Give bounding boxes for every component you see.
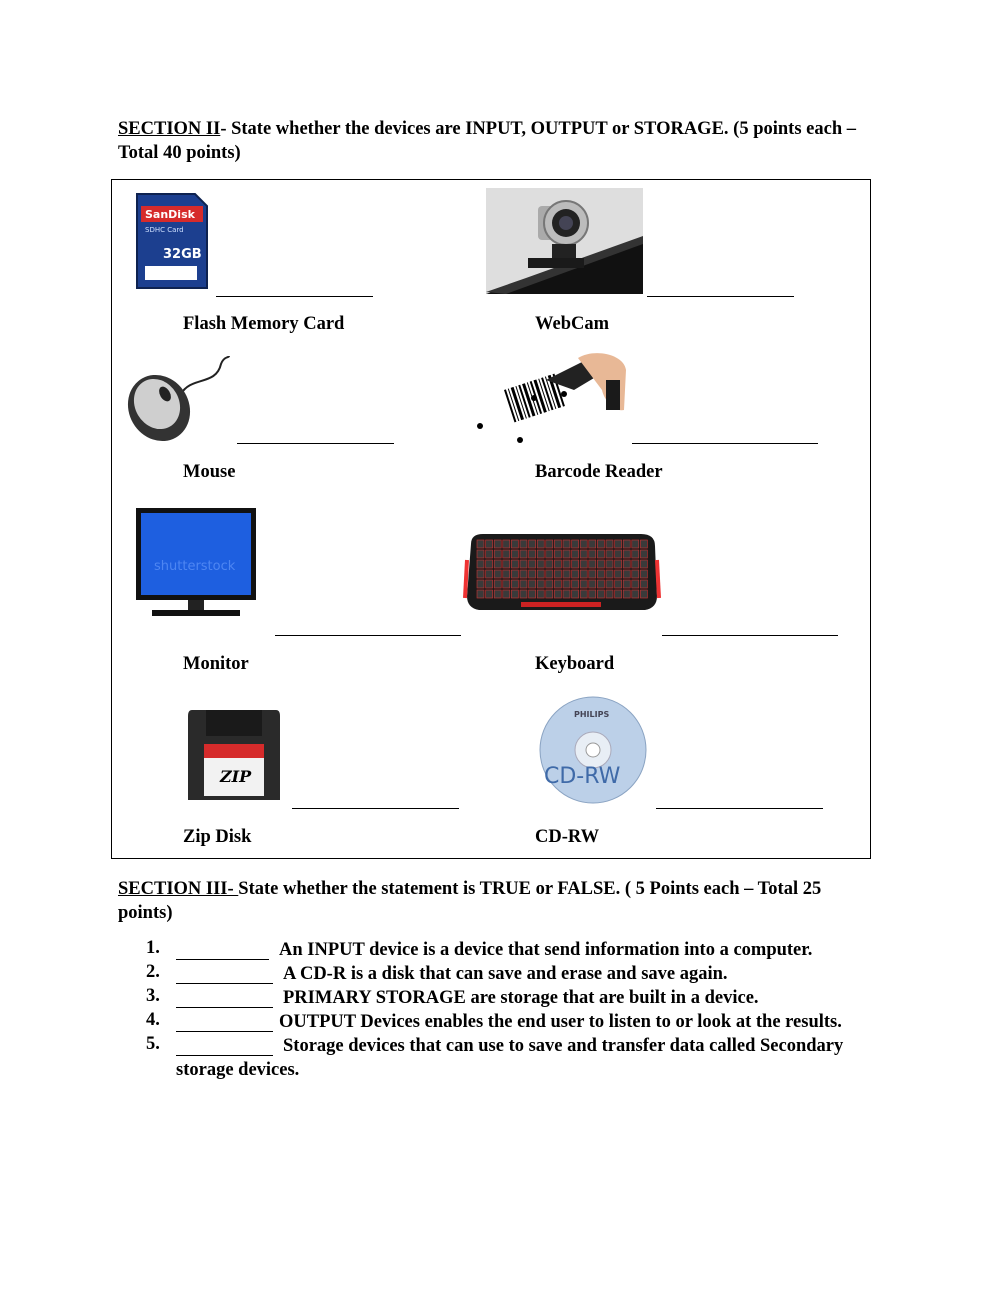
statement-number: 2. xyxy=(146,962,160,982)
answer-blank-zip-disk[interactable] xyxy=(292,808,459,809)
section-3-heading xyxy=(118,877,878,925)
mouse-icon xyxy=(121,356,239,444)
statement-text: An INPUT device is a device that send information into a computer. xyxy=(279,940,813,960)
sd-card-icon xyxy=(133,192,211,290)
zip-logo-text: ZIP xyxy=(220,767,252,786)
device-label-monitor: Monitor xyxy=(183,654,249,674)
statement-number: 1. xyxy=(146,938,160,958)
monitor-watermark-text: shutterstock xyxy=(154,559,236,574)
statement-text: Storage devices that can use to save and transfer data called Secondary storage devices. xyxy=(176,1036,844,1080)
section-2-title: SECTION II xyxy=(118,119,221,139)
answer-blank-monitor[interactable] xyxy=(275,635,461,636)
statements-list xyxy=(146,938,886,1082)
answer-blank-statement-1[interactable] xyxy=(176,959,269,960)
sd-type-text: SDHC Card xyxy=(145,226,184,234)
sd-brand-text: SanDisk xyxy=(145,208,195,221)
device-label-flash-memory-card: Flash Memory Card xyxy=(183,314,345,334)
section-2-instructions: - State whether the devices are INPUT, OUTPUT or STORAGE. (5 points each – Total 40 points) xyxy=(118,119,856,163)
answer-blank-flash-memory-card[interactable] xyxy=(216,296,373,297)
section-3-instructions: State whether the statement is TRUE or FALSE. ( 5 Points each – Total 25 points) xyxy=(118,879,822,923)
device-label-cd-rw: CD-RW xyxy=(535,827,600,847)
statement-number: 3. xyxy=(146,986,160,1006)
answer-blank-statement-3[interactable] xyxy=(176,1007,273,1008)
answer-blank-webcam[interactable] xyxy=(647,296,794,297)
statement-text: PRIMARY STORAGE are storage that are built in a device. xyxy=(283,988,759,1008)
device-label-keyboard: Keyboard xyxy=(535,654,615,674)
section-2-heading xyxy=(118,117,878,165)
device-label-barcode-reader: Barcode Reader xyxy=(535,462,663,482)
statement-text: A CD-R is a disk that can save and erase and save again. xyxy=(283,964,728,984)
answer-blank-barcode-reader[interactable] xyxy=(632,443,818,444)
sd-capacity-text: 32GB xyxy=(163,247,202,262)
list-item xyxy=(146,1010,886,1034)
answer-blank-mouse[interactable] xyxy=(237,443,394,444)
list-item xyxy=(146,938,886,962)
device-label-webcam: WebCam xyxy=(535,314,609,334)
list-item xyxy=(146,962,886,986)
list-item xyxy=(146,986,886,1010)
statement-number: 5. xyxy=(146,1034,160,1054)
barcode-reader-icon xyxy=(474,350,629,446)
cd-brand-text: PHILIPS xyxy=(574,710,610,719)
statement-number: 4. xyxy=(146,1010,160,1030)
webcam-icon xyxy=(486,188,643,294)
zip-disk-icon xyxy=(186,706,282,804)
answer-blank-statement-4[interactable] xyxy=(176,1031,273,1032)
device-label-zip-disk: Zip Disk xyxy=(183,827,252,847)
statement-text: OUTPUT Devices enables the end user to listen to or look at the results. xyxy=(279,1012,842,1032)
device-label-mouse: Mouse xyxy=(183,462,236,482)
section-3-title: SECTION III- xyxy=(118,879,239,899)
answer-blank-cd-rw[interactable] xyxy=(656,808,823,809)
answer-blank-keyboard[interactable] xyxy=(662,635,838,636)
monitor-icon xyxy=(132,504,260,632)
cd-disc-text: CD-RW xyxy=(544,764,621,789)
keyboard-icon xyxy=(461,500,663,632)
list-item xyxy=(146,1034,886,1082)
cd-rw-icon xyxy=(538,695,648,805)
answer-blank-statement-2[interactable] xyxy=(176,983,273,984)
